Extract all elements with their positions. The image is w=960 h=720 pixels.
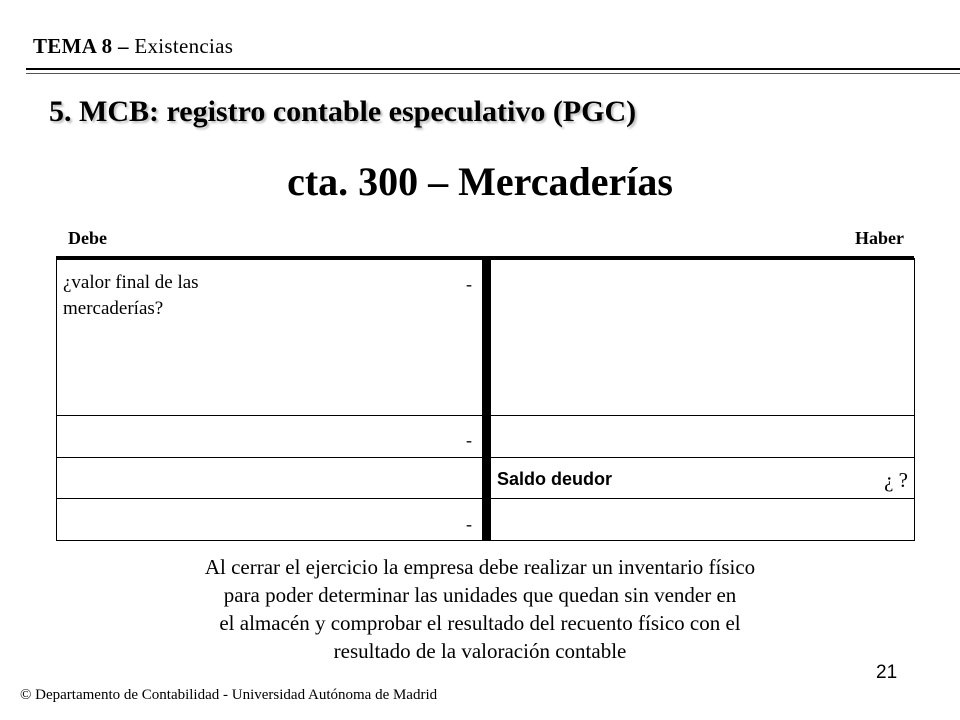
- section-title: 5. MCB: registro contable especulativo (PGC): [49, 95, 637, 128]
- t-account-center-bar: [482, 256, 491, 540]
- page-number: 21: [876, 662, 898, 683]
- saldo-deudor-value: ¿ ?: [884, 468, 908, 492]
- debe-entry-dash: -: [466, 274, 472, 294]
- saldo-deudor-label: Saldo deudor: [497, 469, 613, 489]
- footer-copyright: © Departamento de Contabilidad - Universidad Autónoma de Madrid: [20, 687, 438, 703]
- debe-entry-final-value: ¿valor final de las mercaderías?: [63, 272, 199, 319]
- account-title: cta. 300 – Mercaderías: [287, 159, 673, 204]
- debe-label: Debe: [68, 228, 107, 248]
- explanation-line: Al cerrar el ejercicio la empresa debe realizar un inventario físico: [204, 555, 756, 579]
- header-topic-name: Existencias: [134, 34, 234, 58]
- header-topic-number: TEMA 8 –: [33, 34, 129, 58]
- debe-entry-dash: -: [466, 514, 472, 534]
- explanation-line: resultado de la valoración contable: [333, 639, 627, 663]
- header-divider-thin: [26, 73, 960, 74]
- header-divider: [26, 68, 960, 70]
- explanation-line: el almacén y comprobar el resultado del recuento físico con el: [219, 611, 741, 635]
- slide-header: [33, 34, 233, 59]
- haber-label: Haber: [855, 228, 904, 248]
- explanation-line: para poder determinar las unidades que quedan sin vender en: [223, 583, 737, 607]
- explanation-text: [120, 553, 840, 665]
- debe-entry-dash: -: [466, 430, 472, 450]
